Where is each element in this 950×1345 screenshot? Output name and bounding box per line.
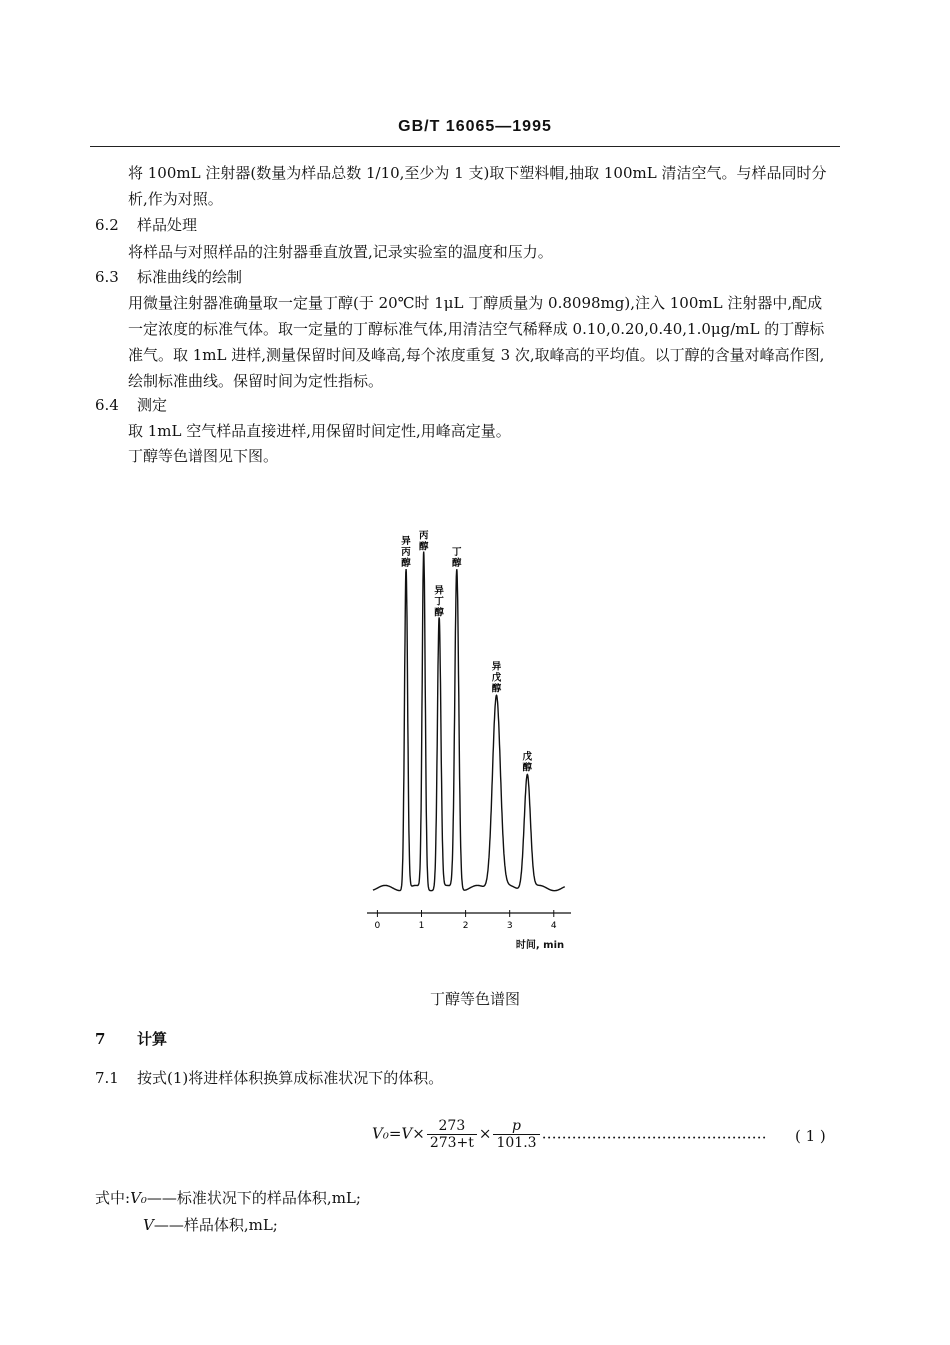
chromatogram-trace (373, 552, 565, 891)
definition-text: ——标准状况下的样品体积,mL; (146, 1189, 361, 1207)
chromatogram-figure (355, 515, 585, 955)
section-6-2-heading (95, 214, 197, 235)
section-6-2-body: 将样品与对照样品的注射器垂直放置,记录实验室的温度和压力。 (128, 243, 553, 261)
peak-label: 戊醇 (522, 751, 533, 774)
definitions-lead: 式中: (95, 1189, 131, 1207)
peak-label: 异丙醇 (401, 535, 411, 569)
definition-v (143, 1214, 278, 1235)
fraction-numerator: p (493, 1118, 539, 1135)
x-tick-label: 0 (374, 921, 381, 931)
section-6-4-body-2: 丁醇等色谱图见下图。 (128, 447, 279, 465)
x-tick-label: 2 (462, 921, 469, 931)
section-title: 测定 (137, 396, 168, 414)
peak-label: 异戊醇 (491, 661, 502, 695)
x-tick-label: 1 (418, 921, 425, 931)
formula-1 (372, 1118, 767, 1151)
standard-code-header: GB/T 16065—1995 (398, 118, 552, 135)
times-sign: × (478, 1124, 492, 1143)
section-7-1-body: 按式(1)将进样体积换算成标准状况下的体积。 (137, 1069, 444, 1087)
definition-text: ——样品体积,mL; (153, 1216, 278, 1234)
x-tick-label: 3 (506, 921, 513, 931)
header-rule (90, 146, 840, 147)
fraction-numerator: 273 (427, 1118, 477, 1135)
definition-symbol: V₀ (130, 1189, 147, 1207)
section-number: 7 (95, 1030, 106, 1048)
fraction-denominator: 273+t (429, 1135, 474, 1151)
section-title: 样品处理 (137, 216, 198, 234)
paragraph-blank-control (128, 160, 838, 212)
section-title: 计算 (137, 1030, 168, 1048)
section-6-4-body-1: 取 1mL 空气样品直接进样,用保留时间定性,用峰高定量。 (128, 422, 511, 440)
section-6-3-heading (95, 266, 242, 287)
figure-caption: 丁醇等色谱图 (429, 990, 520, 1008)
formula-lhs: V₀=V× (372, 1124, 425, 1143)
x-axis-label: 时间, min (515, 940, 565, 951)
section-7-1 (95, 1067, 443, 1088)
definition-v0 (95, 1187, 361, 1208)
section-number: 6.3 (95, 268, 119, 286)
paragraph-blank-control-text: 将 100mL 注射器(数量为样品总数 1/10,至少为 1 支)取下塑料帽,抽取 100mL 清洁空气。与样品同时分析,作为对照。 (128, 164, 827, 208)
equation-number: ( 1 ) (795, 1127, 826, 1145)
chromatogram-svg (355, 515, 585, 955)
section-6-3-body: 用微量注射器准确量取一定量丁醇(于 20℃时 1μL 丁醇质量为 0.8098mg),注入 100mL 注射器中,配成一定浓度的标准气体。取一定量的丁醇标准气体,用清洁空气稀释成 0.10,0.20,0.40,1.0μg/mL 的丁醇标准气。取 1mL 进样,测量保留时间及峰高,每个浓度重复 3 次,取峰高的平均值。以丁醇的含量对峰高作图,绘制标准曲线。保留时间为定性指标。 (128, 294, 825, 390)
section-6-4-heading (95, 394, 167, 415)
fraction-pressure (493, 1118, 539, 1151)
section-7-heading (95, 1028, 167, 1049)
fraction-denominator: 101.3 (496, 1135, 537, 1151)
peak-label: 异丁醇 (434, 585, 444, 619)
peak-label: 丙醇 (418, 530, 429, 553)
leader-dots: ……………………………………… (541, 1124, 767, 1143)
section-number: 6.4 (95, 396, 119, 414)
peak-label: 丁醇 (452, 546, 462, 569)
section-number: 7.1 (95, 1069, 119, 1087)
section-title: 标准曲线的绘制 (137, 268, 243, 286)
definition-symbol: V (143, 1216, 154, 1234)
fraction-temperature (427, 1118, 477, 1151)
section-number: 6.2 (95, 216, 119, 234)
x-tick-label: 4 (550, 921, 557, 931)
